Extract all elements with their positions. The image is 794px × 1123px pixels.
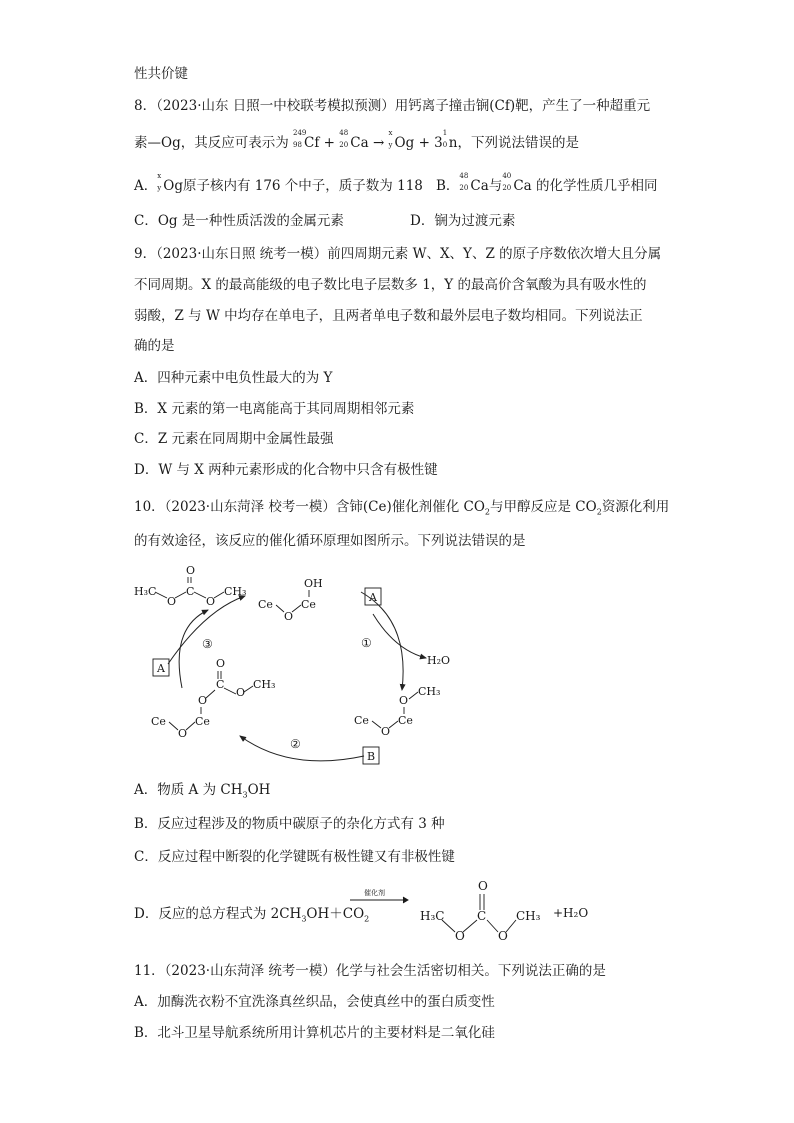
svg-text:③: ③ [202,637,213,651]
svg-text:O: O [236,686,246,699]
svg-text:Ce: Ce [301,598,316,611]
question-9-option-a: A．四种元素中电负性最大的为 Y [134,370,333,386]
svg-text:Ce: Ce [398,714,413,727]
svg-text:O: O [178,727,188,740]
svg-text:H₃C: H₃C [134,585,157,598]
svg-text:OH: OH [304,577,323,590]
text-line: 性共价键 [134,66,188,82]
svg-text:O: O [381,725,391,738]
question-9-option-d: D．W 与 X 两种元素形成的化合物中只含有极性键 [134,462,438,478]
svg-text:O: O [216,657,226,670]
question-8-option-c: C．Og 是一种性质活泼的金属元素 [134,213,344,229]
svg-text:②: ② [290,737,301,751]
svg-text:①: ① [361,636,372,650]
question-11-stem: 11．（2023·山东菏泽 统考一模）化学与社会生活密切相关。下列说法正确的是 [134,963,606,979]
svg-text:B: B [367,750,376,763]
question-10-option-a: A．物质 A 为 $CH_3OH$ [134,782,271,800]
svg-text:催化剂: 催化剂 [364,889,385,897]
svg-text:C: C [216,678,225,691]
ce-methyl-carbonate-structure [151,657,275,740]
svg-text:O: O [498,929,508,943]
question-8-option-a: A． x y Og原子核内有 176 个中子，质子数为 118 [134,171,423,194]
question-9-stem-2: 不同周期。X 的最高能级的电子数比电子层数多 1，Y 的最高价含氧酸为具有吸水性的 [134,277,647,293]
question-10-option-b: B．反应过程涉及的物质中碳原子的杂化方式有 3 种 [134,816,445,832]
question-9-option-b: B．X 元素的第一电离能高于其同周期相邻元素 [134,401,415,417]
question-10-stem-2: 的有效途径，该反应的催化循环原理如图所示。下列说法错误的是 [134,533,526,549]
svg-text:A: A [157,662,165,675]
svg-text:C: C [186,585,195,598]
svg-text:O: O [206,595,216,608]
svg-text:H₃C: H₃C [420,909,445,923]
question-9-stem-3: 弱酸，Z 与 W 中均存在单电子，且两者单电子数和最外层电子数均相同。下列说法正 [134,308,643,324]
dimethyl-carbonate-structure [134,564,246,608]
question-10-stem: 10．（2023·山东菏泽 校考一模）含铈(Ce)催化剂催化 $CO_2$与甲醇反应是 $CO_2$资源化利用 [134,499,670,517]
svg-text:O: O [455,929,465,943]
question-10-option-d: D．反应的总方程式为 $2CH_3OH+CO_2$ [134,906,370,924]
svg-text:Ce: Ce [151,715,166,728]
svg-text:CH₃: CH₃ [516,909,541,923]
svg-text:A: A [369,591,377,604]
svg-text:O: O [284,610,294,623]
svg-text:+H₂O: +H₂O [553,906,589,920]
svg-text:Ce: Ce [354,714,369,727]
ce-methoxy-structure [354,685,440,738]
svg-text:Ce: Ce [258,598,273,611]
question-8-option-b: B． 48 20 Ca与 40 20 Ca 的化学性质几乎相同 [436,171,658,194]
svg-text:Ce: Ce [195,715,210,728]
svg-text:O: O [198,694,208,707]
question-8-option-d: D．锎为过渡元素 [410,213,516,229]
question-9-option-c: C．Z 元素在同周期中金属性最强 [134,431,334,447]
svg-text:C: C [477,909,487,923]
svg-text:CH₃: CH₃ [253,678,276,691]
question-9-stem-4: 确的是 [134,338,175,354]
question-8-stem-2: 素—Og，其反应可表示为 249 98 Cf + 48 20 Ca → x y Og + 3 1 0 n，下列说法错误的是 [134,128,579,151]
svg-text:O: O [167,595,177,608]
overall-equation-structure [350,876,610,946]
question-11-option-a: A．加酶洗衣粉不宜洗涤真丝织品，会使真丝中的蛋白质变性 [134,994,495,1010]
svg-text:H₂O: H₂O [427,654,451,667]
ce-hydroxy-structure [258,577,323,623]
svg-text:O: O [399,694,409,707]
question-8-stem: 8．（2023·山东 日照一中校联考模拟预测）用钙离子撞击锎(Cf)靶，产生了一种超重元 [134,98,651,114]
svg-text:O: O [186,564,196,577]
question-9-stem: 9．（2023·山东日照 统考一模）前四周期元素 W、X、Y、Z 的原子序数依次增大且分属 [134,246,662,262]
svg-text:O: O [478,879,488,893]
svg-text:CH₃: CH₃ [418,685,441,698]
question-10-option-c: C．反应过程中断裂的化学键既有极性键又有非极性键 [134,849,455,865]
svg-text:CH₃: CH₃ [224,585,247,598]
question-11-option-b: B．北斗卫星导航系统所用计算机芯片的主要材料是二氧化硅 [134,1025,495,1041]
